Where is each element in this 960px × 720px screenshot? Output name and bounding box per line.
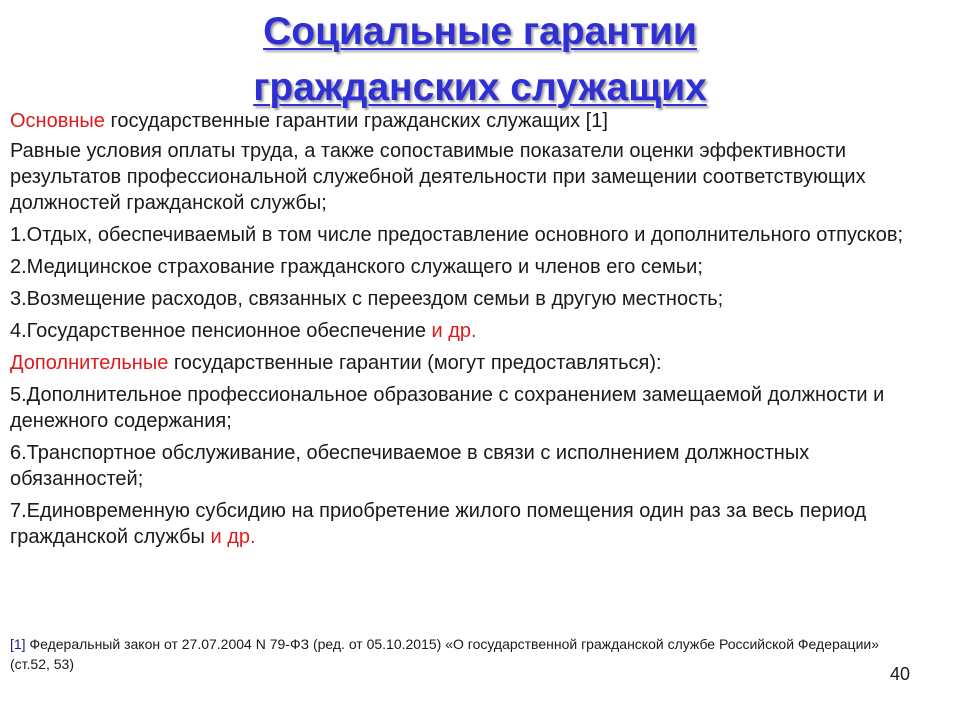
page-number: 40: [889, 664, 910, 684]
list-item-2: 2.Медицинское страхование гражданского служащего и членов его семьи;: [10, 256, 703, 278]
additional-paragraph: [10, 350, 945, 376]
equal-pay-paragraph: Равные условия оплаты труда, а также сопоставимые показатели оценки эффективности результатов профессиональной служебной деятельности при замещении соответствующих должностей гражданской службы;: [10, 140, 866, 214]
list-item-6: 6.Транспортное обслуживание, обеспечиваемое в связи с исполнением должностных обязанностей;: [10, 442, 810, 490]
footnote-text: Федеральный закон от 27.07.2004 N 79-ФЗ (ред. от 05.10.2015) «О государственной гражданской службе Российской Федерации» (ст.52, 53): [10, 636, 879, 672]
list-item-7-highlight: и др.: [210, 526, 256, 548]
footnote: [10, 634, 880, 674]
list-item-7: [10, 498, 945, 550]
list-item-5: 5.Дополнительное профессиональное образование с сохранением замещаемой должности и денежного содержания;: [10, 384, 885, 432]
slide-title-line1: Социальные гарантии: [263, 10, 697, 53]
additional-highlight: Дополнительные: [10, 352, 169, 374]
slide-body: [10, 108, 945, 556]
list-item-1: 1.Отдых, обеспечиваемый в том числе предоставление основного и дополнительного отпусков;: [10, 224, 904, 246]
footnote-ref: [1]: [10, 636, 26, 652]
intro-text: государственные гарантии гражданских служащих [1]: [104, 110, 608, 132]
list-item-7-text: 7.Единовременную субсидию на приобретение жилого помещения один раз за весь период гражданской службы: [10, 500, 867, 548]
list-item-4-highlight: и др.: [431, 320, 477, 342]
intro-highlight: Основные: [10, 110, 105, 132]
list-item-4-text: 4.Государственное пенсионное обеспечение: [10, 320, 432, 342]
slide-title-line2: гражданских служащих: [253, 66, 707, 109]
slide-title: [0, 4, 960, 116]
list-item-3: 3.Возмещение расходов, связанных с переездом семьи в другую местность;: [10, 288, 724, 310]
additional-text: государственные гарантии (могут предоставляться):: [168, 352, 662, 374]
intro-paragraph: [10, 108, 945, 134]
list-item-4: [10, 318, 945, 344]
